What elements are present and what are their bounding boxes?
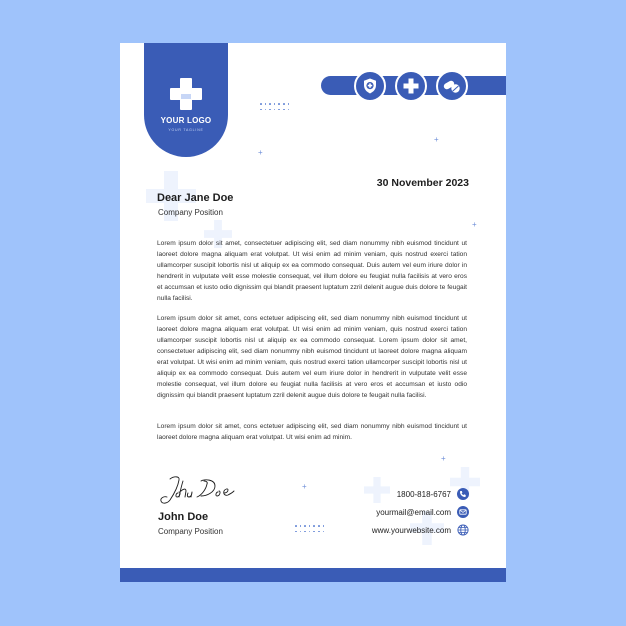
header-icon-cross — [395, 70, 427, 102]
letterhead-page — [120, 43, 506, 582]
pills-icon — [443, 77, 461, 95]
dot-pattern-decoration — [295, 525, 324, 532]
medical-cross-logo-icon — [169, 77, 203, 111]
letter-date: 30 November 2023 — [376, 177, 469, 189]
contact-phone-row — [397, 487, 469, 501]
recipient-position: Company Position — [158, 208, 223, 217]
shield-plus-icon — [361, 77, 379, 95]
faint-cross-decoration — [364, 477, 390, 503]
handwritten-signature — [154, 473, 244, 507]
plus-decoration: + — [434, 135, 439, 144]
mail-icon — [457, 506, 469, 518]
logo-tab — [144, 43, 228, 157]
plus-decoration: + — [472, 220, 477, 229]
body-paragraph: Lorem ipsum dolor sit amet, cons ectetuer adipiscing elit, sed diam nonummy nibh euismod tincidunt ut laoreet dolore magna aliquam erat volutpat. Ut wisi enim ad minim. — [157, 423, 467, 441]
contact-phone: 1800-818-6767 — [396, 489, 451, 499]
contact-website: www.yourwebsite.com — [371, 525, 451, 535]
phone-icon — [457, 488, 469, 500]
body-paragraph: Lorem ipsum dolor sit amet, cons ectetuer adipiscing elit, sed diam nonummy nibh euismod tincidunt ut laoreet dolore magna aliquam erat volutpat. Ut wisi enim ad minim veniam, quis nostrud exerci tation ullamcorper suscipit lobortis nisl ut aliquip ex ea commodo consequat. Lorem ipsum dolor sit amet, consectetuer adipiscing elit, sed diam nonummy nibh euismod tincidunt ut laoreet dolore magna aliquam erat volutpat. Ut wisi enim ad minim veniam, quis nostrud exerci tation ullamcorper suscipit lobortis nisl ut aliquip ex ea commodo consequat. Duis autem vel eum iriure dolor in hendrerit in vulputate velit esse molestie consequat, vel illum dolore eu feugiat nulla facilisis at vero eros et accumsan et iusto odio dignissim qui blandit praesent luptatum zzril delenit augue duis dolore te feugait nulla facilisi. — [157, 315, 467, 399]
globe-icon — [457, 524, 469, 536]
contact-website-row — [372, 523, 469, 537]
logo-tagline: YOUR TAGLINE — [168, 128, 204, 132]
body-paragraph: Lorem ipsum dolor sit amet, consectetuer adipiscing elit, sed diam nonummy nibh euismod tincidunt ut laoreet dolore magna aliquam erat volutpat. Ut wisi enim ad minim veniam, quis nostrud exerci tation ullamcorper suscipit lobortis nisl ut aliquip ex ea commodo consequat. Duis autem vel eum iriure dolor in hendrerit in vulputate velit esse molestie consequat, vel illum dolore eu feugiat nulla facilisis at vero eros et accumsan et iusto odio dignissim qui blandit praesent luptatum zzril delenit augue duis dolore te feugait nulla facilisi. — [157, 240, 467, 302]
plus-decoration: + — [441, 454, 446, 463]
signer-position: Company Position — [158, 527, 223, 536]
plus-decoration: + — [258, 148, 263, 157]
footer-accent-bar — [120, 568, 506, 582]
plus-decoration: + — [302, 482, 307, 491]
dot-pattern-decoration — [260, 103, 289, 110]
contact-email: yourmail@email.com — [376, 507, 451, 517]
medical-cross-icon — [402, 77, 420, 95]
signer-name: John Doe — [158, 511, 209, 523]
contact-email-row — [376, 505, 469, 519]
logo-text: YOUR LOGO — [160, 116, 212, 125]
recipient-greeting: Dear Jane Doe — [157, 192, 234, 204]
header-icon-pills — [436, 70, 468, 102]
header-icon-shield — [354, 70, 386, 102]
